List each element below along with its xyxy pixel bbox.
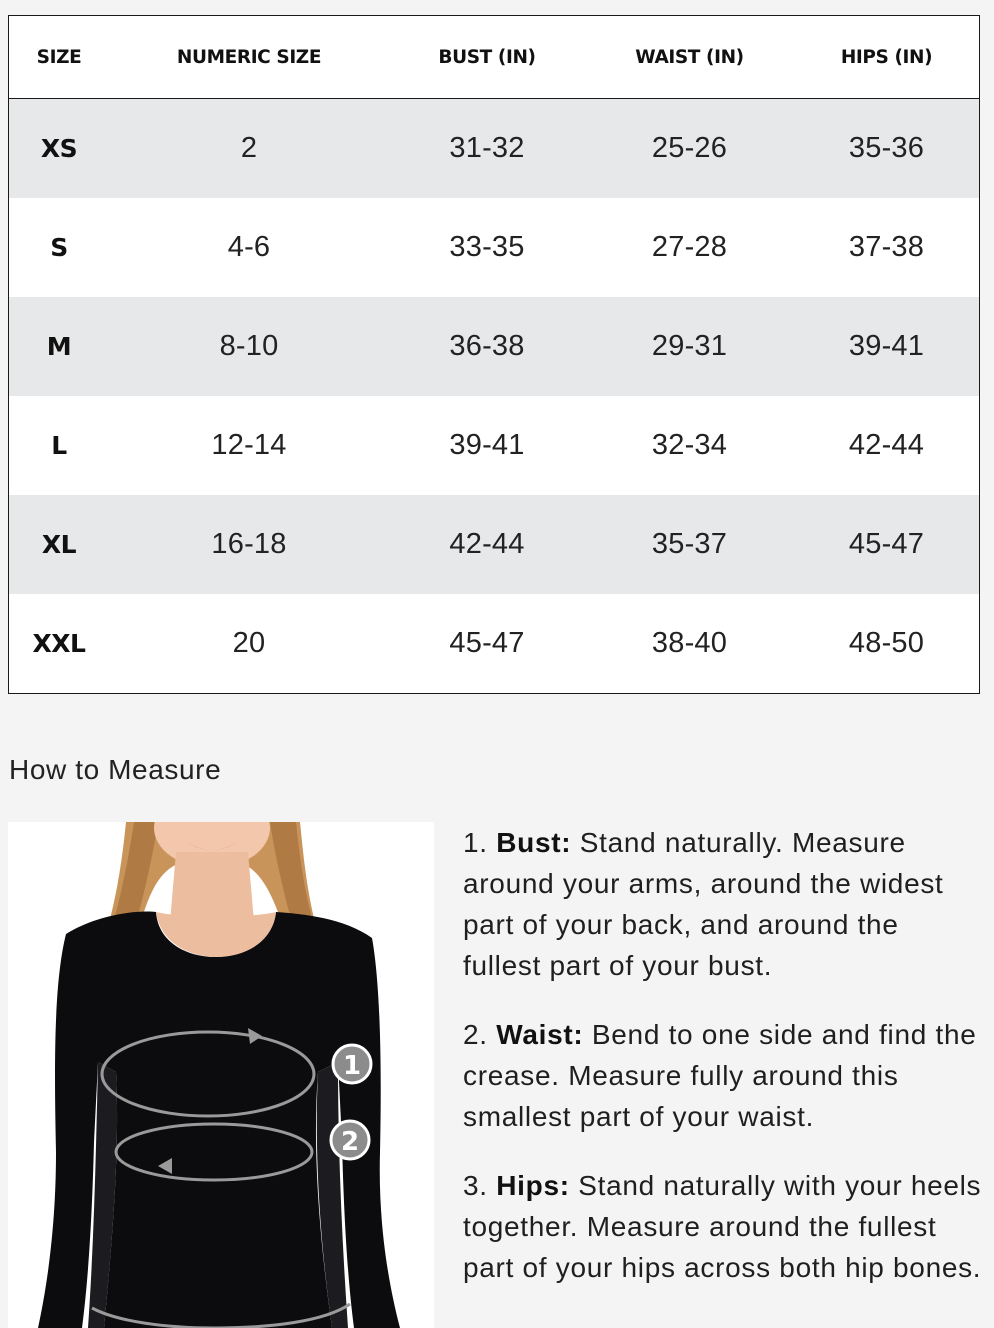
bust-cell: 42-44: [449, 528, 525, 560]
bust-cell: 39-41: [449, 429, 525, 461]
size-cell: XXL: [32, 629, 86, 658]
hips-cell: 35-36: [848, 132, 925, 164]
marker-1-label: 1: [342, 1051, 362, 1081]
bust-cell: 33-35: [449, 231, 525, 263]
step-term: Bust:: [496, 827, 572, 858]
size-cell: S: [50, 233, 68, 262]
hips-cell: 39-41: [848, 330, 925, 362]
bust-instruction: [463, 822, 983, 986]
step-text: Stand naturally. Measure around your arms, around the widest part of your back, and around the fullest part of your bust.: [463, 827, 944, 981]
hips-cell: 42-44: [848, 429, 925, 461]
header-waist: WAIST (IN): [635, 46, 744, 68]
table-row: [9, 198, 979, 297]
step-number: 3.: [463, 1170, 488, 1201]
bust-cell: 45-47: [449, 627, 525, 659]
measure-instructions: [463, 822, 983, 1316]
waist-cell: 35-37: [651, 528, 728, 560]
waist-instruction: [463, 1014, 983, 1137]
waist-cell: 38-40: [651, 627, 728, 659]
hips-cell: 48-50: [848, 627, 925, 659]
waist-cell: 32-34: [651, 429, 728, 461]
step-term: Waist:: [496, 1019, 584, 1050]
size-cell: L: [51, 431, 67, 460]
hips-cell: 37-38: [848, 231, 925, 263]
table-row: [9, 99, 979, 198]
size-chart-table: [8, 15, 980, 694]
table-row: [9, 396, 979, 495]
step-text: Bend to one side and find the crease. Measure fully around this smallest part of your waist.: [463, 1019, 977, 1132]
table-row: [9, 594, 979, 693]
header-size: SIZE: [36, 46, 82, 68]
numeric-size-cell: 2: [240, 132, 258, 164]
size-cell: M: [46, 332, 72, 361]
step-number: 2.: [463, 1019, 488, 1050]
numeric-size-cell: 12-14: [211, 429, 287, 461]
how-to-measure-title: How to Measure: [9, 754, 222, 785]
table-row: [9, 297, 979, 396]
step-text: Stand naturally with your heels together. Measure around the fullest part of your hips across both hip bones.: [463, 1170, 982, 1283]
waist-cell: 29-31: [651, 330, 728, 362]
numeric-size-cell: 20: [232, 627, 266, 659]
step-number: 1.: [463, 827, 488, 858]
waist-cell: 27-28: [651, 231, 728, 263]
table-row: [9, 495, 979, 594]
header-hips: HIPS (IN): [840, 46, 933, 68]
waist-cell: 25-26: [651, 132, 728, 164]
measurement-illustration: [8, 822, 434, 1328]
size-cell: XL: [41, 530, 77, 559]
hips-cell: 45-47: [848, 528, 925, 560]
header-bust: BUST (IN): [438, 46, 536, 68]
numeric-size-cell: 8-10: [219, 330, 279, 362]
step-term: Hips:: [496, 1170, 570, 1201]
table-header-row: [9, 16, 979, 99]
numeric-size-cell: 4-6: [227, 231, 271, 263]
hips-instruction: [463, 1165, 983, 1288]
header-numeric-size: NUMERIC SIZE: [176, 46, 322, 68]
size-cell: XS: [40, 134, 78, 163]
bust-cell: 36-38: [449, 330, 525, 362]
bust-cell: 31-32: [449, 132, 525, 164]
neck-shape: [170, 852, 254, 922]
marker-2-label: 2: [340, 1127, 360, 1157]
measurement-model-image: [8, 822, 434, 1328]
numeric-size-cell: 16-18: [211, 528, 287, 560]
